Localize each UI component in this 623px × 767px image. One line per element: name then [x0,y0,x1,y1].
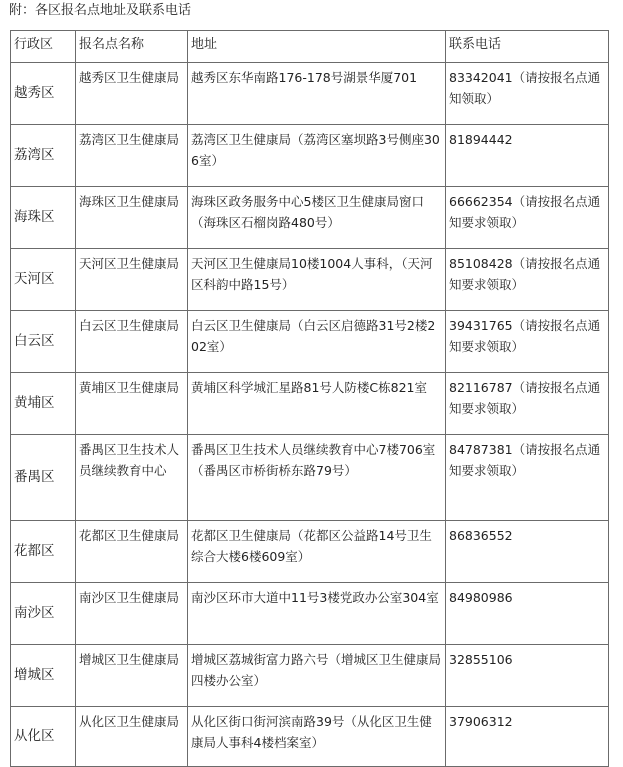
address-cell: 番禺区卫生技术人员继续教育中心7楼706室（番禺区市桥街桥东路79号） [188,435,446,521]
district-cell: 黄埔区 [11,373,76,435]
phone-cell: 83342041（请按报名点通知领取） [446,63,609,125]
phone-cell: 82116787（请按报名点通知要求领取） [446,373,609,435]
header-phone: 联系电话 [446,31,609,63]
name-cell: 荔湾区卫生健康局 [76,125,188,187]
registration-table [10,30,609,767]
address-cell: 荔湾区卫生健康局（荔湾区塞坝路3号侧座306室） [188,125,446,187]
district-cell: 从化区 [11,707,76,767]
table-row [11,521,609,583]
name-cell: 增城区卫生健康局 [76,645,188,707]
district-cell: 海珠区 [11,187,76,249]
address-cell: 天河区卫生健康局10楼1004人事科，（天河区科韵中路15号） [188,249,446,311]
table-row [11,63,609,125]
name-cell: 黄埔区卫生健康局 [76,373,188,435]
name-cell: 海珠区卫生健康局 [76,187,188,249]
table-row [11,435,609,521]
address-cell: 从化区街口街河滨南路39号（从化区卫生健康局人事科4楼档案室） [188,707,446,767]
address-cell: 南沙区环市大道中11号3楼党政办公室304室 [188,583,446,645]
name-cell: 花都区卫生健康局 [76,521,188,583]
table-row [11,707,609,767]
district-cell: 白云区 [11,311,76,373]
table-row [11,187,609,249]
table-row [11,645,609,707]
phone-cell: 32855106 [446,645,609,707]
table-row [11,311,609,373]
phone-cell: 86836552 [446,521,609,583]
name-cell: 越秀区卫生健康局 [76,63,188,125]
name-cell: 番禺区卫生技术人员继续教育中心 [76,435,188,521]
phone-cell: 66662354（请按报名点通知要求领取） [446,187,609,249]
address-cell: 海珠区政务服务中心5楼区卫生健康局窗口（海珠区石榴岗路480号） [188,187,446,249]
address-cell: 增城区荔城街富力路六号（增城区卫生健康局四楼办公室） [188,645,446,707]
district-cell: 增城区 [11,645,76,707]
address-cell: 白云区卫生健康局（白云区启德路31号2楼202室） [188,311,446,373]
district-cell: 番禺区 [11,435,76,521]
phone-cell: 37906312 [446,707,609,767]
header-name: 报名点名称 [76,31,188,63]
name-cell: 从化区卫生健康局 [76,707,188,767]
table-header-row [11,31,609,63]
table-row [11,583,609,645]
phone-cell: 84787381（请按报名点通知要求领取） [446,435,609,521]
name-cell: 白云区卫生健康局 [76,311,188,373]
table-row [11,373,609,435]
district-cell: 越秀区 [11,63,76,125]
table-row [11,125,609,187]
header-address: 地址 [188,31,446,63]
phone-cell: 84980986 [446,583,609,645]
phone-cell: 85108428（请按报名点通知要求领取） [446,249,609,311]
district-cell: 南沙区 [11,583,76,645]
table-row [11,249,609,311]
document-caption: 附：各区报名点地址及联系电话 [9,3,192,18]
phone-cell: 81894442 [446,125,609,187]
address-cell: 越秀区东华南路176-178号湖景华厦701 [188,63,446,125]
header-district: 行政区 [11,31,76,63]
phone-cell: 39431765（请按报名点通知要求领取） [446,311,609,373]
address-cell: 花都区卫生健康局（花都区公益路14号卫生综合大楼6楼609室） [188,521,446,583]
district-cell: 天河区 [11,249,76,311]
name-cell: 南沙区卫生健康局 [76,583,188,645]
district-cell: 荔湾区 [11,125,76,187]
name-cell: 天河区卫生健康局 [76,249,188,311]
district-cell: 花都区 [11,521,76,583]
address-cell: 黄埔区科学城汇星路81号人防楼C栋821室 [188,373,446,435]
